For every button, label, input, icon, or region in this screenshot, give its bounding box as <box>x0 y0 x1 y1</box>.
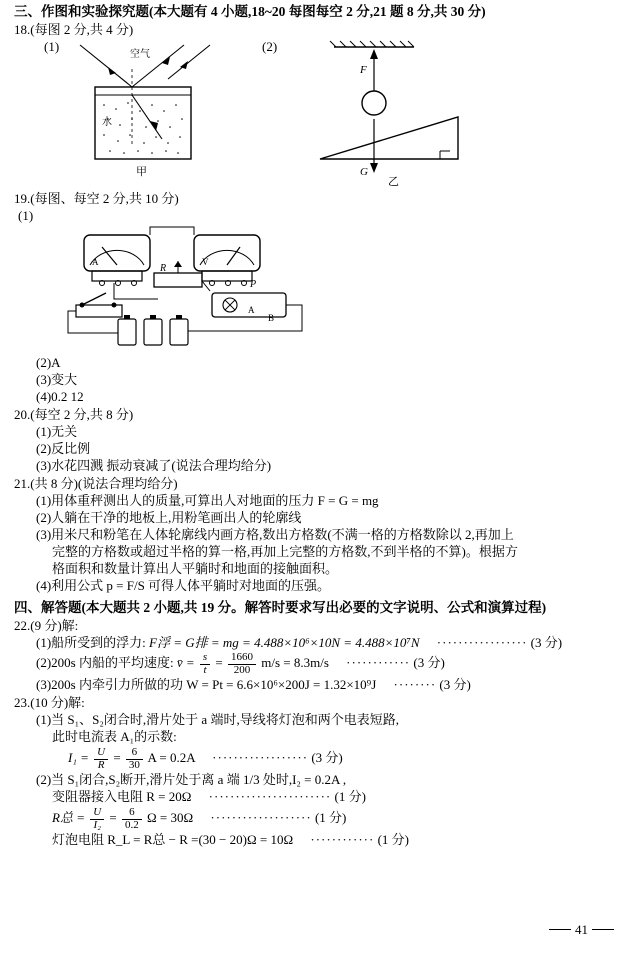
q21-item-1: (1)用体重秤测出人的质量,可算出人对地面的压力 F = G = mg <box>36 493 379 508</box>
page-number-dash-right <box>592 929 614 930</box>
svg-text:G: G <box>360 166 368 178</box>
section-3-title: 三、作图和实验探究题(本大题有 4 小题,18~20 每图每空 2 分,21 题 8 分,共 30 分) <box>14 4 486 19</box>
svg-text:R: R <box>160 263 167 274</box>
q23-line-6-unit: Ω = 30Ω <box>147 810 194 826</box>
q23-line-5-text: 变阻器接入电阻 R = 20Ω <box>52 789 192 805</box>
q22-eq: = <box>215 655 223 671</box>
q22-line-3 <box>36 677 640 693</box>
q18-heading: 18.(每图 2 分,共 4 分) <box>14 22 134 37</box>
q23-line-6-score: (1 分) <box>314 810 347 826</box>
q18-label-2: (2) <box>262 39 278 54</box>
q22-line-2-unit: m/s = 8.3m/s <box>261 655 329 671</box>
q23-frac-u-r: $\frac{U}{R}$ <box>94 747 108 771</box>
page-number-value: 41 <box>575 922 588 937</box>
q23-line-3 <box>68 746 640 771</box>
q22-line-1-text: (1)船所受到的浮力: <box>36 635 146 650</box>
q21-item-4: (4)利用公式 p = F/S 可得人体平躺时对地面的压强。 <box>36 578 331 593</box>
page-number-dash-left <box>549 929 571 930</box>
q22-line-2-score: (3 分) <box>413 655 445 671</box>
q23-line-3-score: (3 分) <box>311 750 343 766</box>
q22-line-2-v: v̄ = <box>176 655 195 671</box>
q21-item-3-cont-2: 格面积和数量计算出人平躺时和地面的接触面积。 <box>52 561 339 576</box>
q23-line-4: (2)当 S₁闭合,S₂断开,滑片处于离 a 端 1/3 处时,I₂ = 0.2A , <box>36 772 347 788</box>
q18-figures <box>0 39 640 191</box>
q23-line-5-score: (1 分) <box>334 789 366 805</box>
q22-line-1-formula: F浮 = G排 = mg = 4.488×10⁶×10N = 4.488×10⁷N <box>149 635 420 650</box>
q19-label-1: (1) <box>18 208 34 223</box>
q18-label-1: (1) <box>44 39 60 54</box>
q23-frac-u-i2: $\frac{U}{\text{I₂}}$ <box>90 807 104 831</box>
svg-text:A: A <box>248 305 255 315</box>
q21-item-2: (2)人躺在干净的地板上,用粉笔画出人的轮廓线 <box>36 510 302 525</box>
q23-line-7-dots: ············ <box>296 832 375 848</box>
q23-line-3-unit: A = 0.2A <box>147 750 195 766</box>
q19-item-4: (4)0.2 12 <box>36 389 84 404</box>
q18-figure-refraction <box>60 39 270 189</box>
q23-line-2: 此时电流表 A₁的示数: <box>52 729 177 745</box>
q22-line-1-score: (3 分) <box>530 635 563 650</box>
q22-heading: 22.(9 分)解: <box>14 618 79 633</box>
page-number <box>549 922 614 938</box>
q22-frac-s-t: $\frac{s}{t}$ <box>200 652 210 676</box>
svg-text:P: P <box>250 279 257 290</box>
q23-line-6-dots: ··················· <box>196 810 312 826</box>
q23-line-7 <box>52 832 640 848</box>
q18-figure-incline <box>290 39 490 189</box>
q22-line-3-score: (3 分) <box>439 677 471 693</box>
svg-text:乙: 乙 <box>388 176 399 188</box>
q23-r-total: R总 = <box>52 810 85 826</box>
q22-line-3-text: (3)200s 内牵引力所做的功 W = Pt = 6.6×10⁶×200J = 1.32×10⁹J <box>36 677 377 693</box>
q22-line-2 <box>36 652 640 676</box>
q23-line-1: (1)当 S₁、S₂闭合时,滑片处于 a 端时,导线将灯泡和两个电表短路, <box>36 712 399 728</box>
q23-eq-1: = <box>113 750 121 766</box>
q23-line-5-dots: ······················· <box>194 789 332 805</box>
q21-item-3: (3)用米尺和粉笔在人体轮廓线内画方格,数出方格数(不满一格的方格数除以 2,再加上 <box>36 527 514 542</box>
q20-heading: 20.(每空 2 分,共 8 分) <box>14 407 134 422</box>
q22-line-1 <box>36 635 640 651</box>
svg-text:空气: 空气 <box>130 49 150 60</box>
svg-text:甲: 甲 <box>136 166 147 178</box>
svg-text:V: V <box>202 257 209 267</box>
q20-item-2: (2)反比例 <box>36 441 91 456</box>
q20-item-1: (1)无关 <box>36 424 78 439</box>
q23-line-6 <box>52 806 640 831</box>
q21-heading: 21.(共 8 分)(说法合理均给分) <box>14 476 178 491</box>
q22-line-3-dots: ········ <box>379 677 437 693</box>
section-4-title: 四、解答题(本大题共 2 小题,共 19 分。解答时要求写出必要的文字说明、公式和演算过程) <box>14 600 547 615</box>
svg-text:水: 水 <box>102 117 112 128</box>
q19-item-3: (3)变大 <box>36 372 78 387</box>
q23-frac-6-30: $\frac{6}{30}$ <box>126 747 143 771</box>
q23-line-7-text: 灯泡电阻 R_L = R总 − R =(30 − 20)Ω = 10Ω <box>52 832 294 848</box>
q23-i1: I₁ = <box>68 750 89 766</box>
q19-figure-circuit <box>0 225 640 355</box>
q22-frac-1660-200: $\frac{1660}{200}$ <box>228 652 256 676</box>
q19-heading: 19.(每图、每空 2 分,共 10 分) <box>14 191 179 206</box>
q22-line-2-text: (2)200s 内船的平均速度: <box>36 655 174 671</box>
svg-text:A: A <box>92 257 99 267</box>
q22-line-2-dots: ············ <box>332 655 411 671</box>
q23-frac-6-02: $\frac{6}{0.2}$ <box>122 807 142 831</box>
q21-item-3-cont-1: 完整的方格数或超过半格的算一格,再加上完整的方格数,不到半格的不算)。根据方 <box>52 544 518 559</box>
q20-item-3: (3)水花四溅 振动衰减了(说法合理均给分) <box>36 458 272 473</box>
svg-text:F: F <box>360 64 367 76</box>
q23-heading: 23.(10 分)解: <box>14 695 85 711</box>
q23-line-3-dots: ·················· <box>198 750 309 766</box>
q19-item-2: (2)A <box>36 355 61 370</box>
q22-line-1-dots: ················· <box>422 635 528 650</box>
svg-text:B: B <box>268 313 275 323</box>
q23-eq-2: = <box>109 810 117 826</box>
q23-line-5 <box>52 789 640 805</box>
q23-line-7-score: (1 分) <box>377 832 409 848</box>
